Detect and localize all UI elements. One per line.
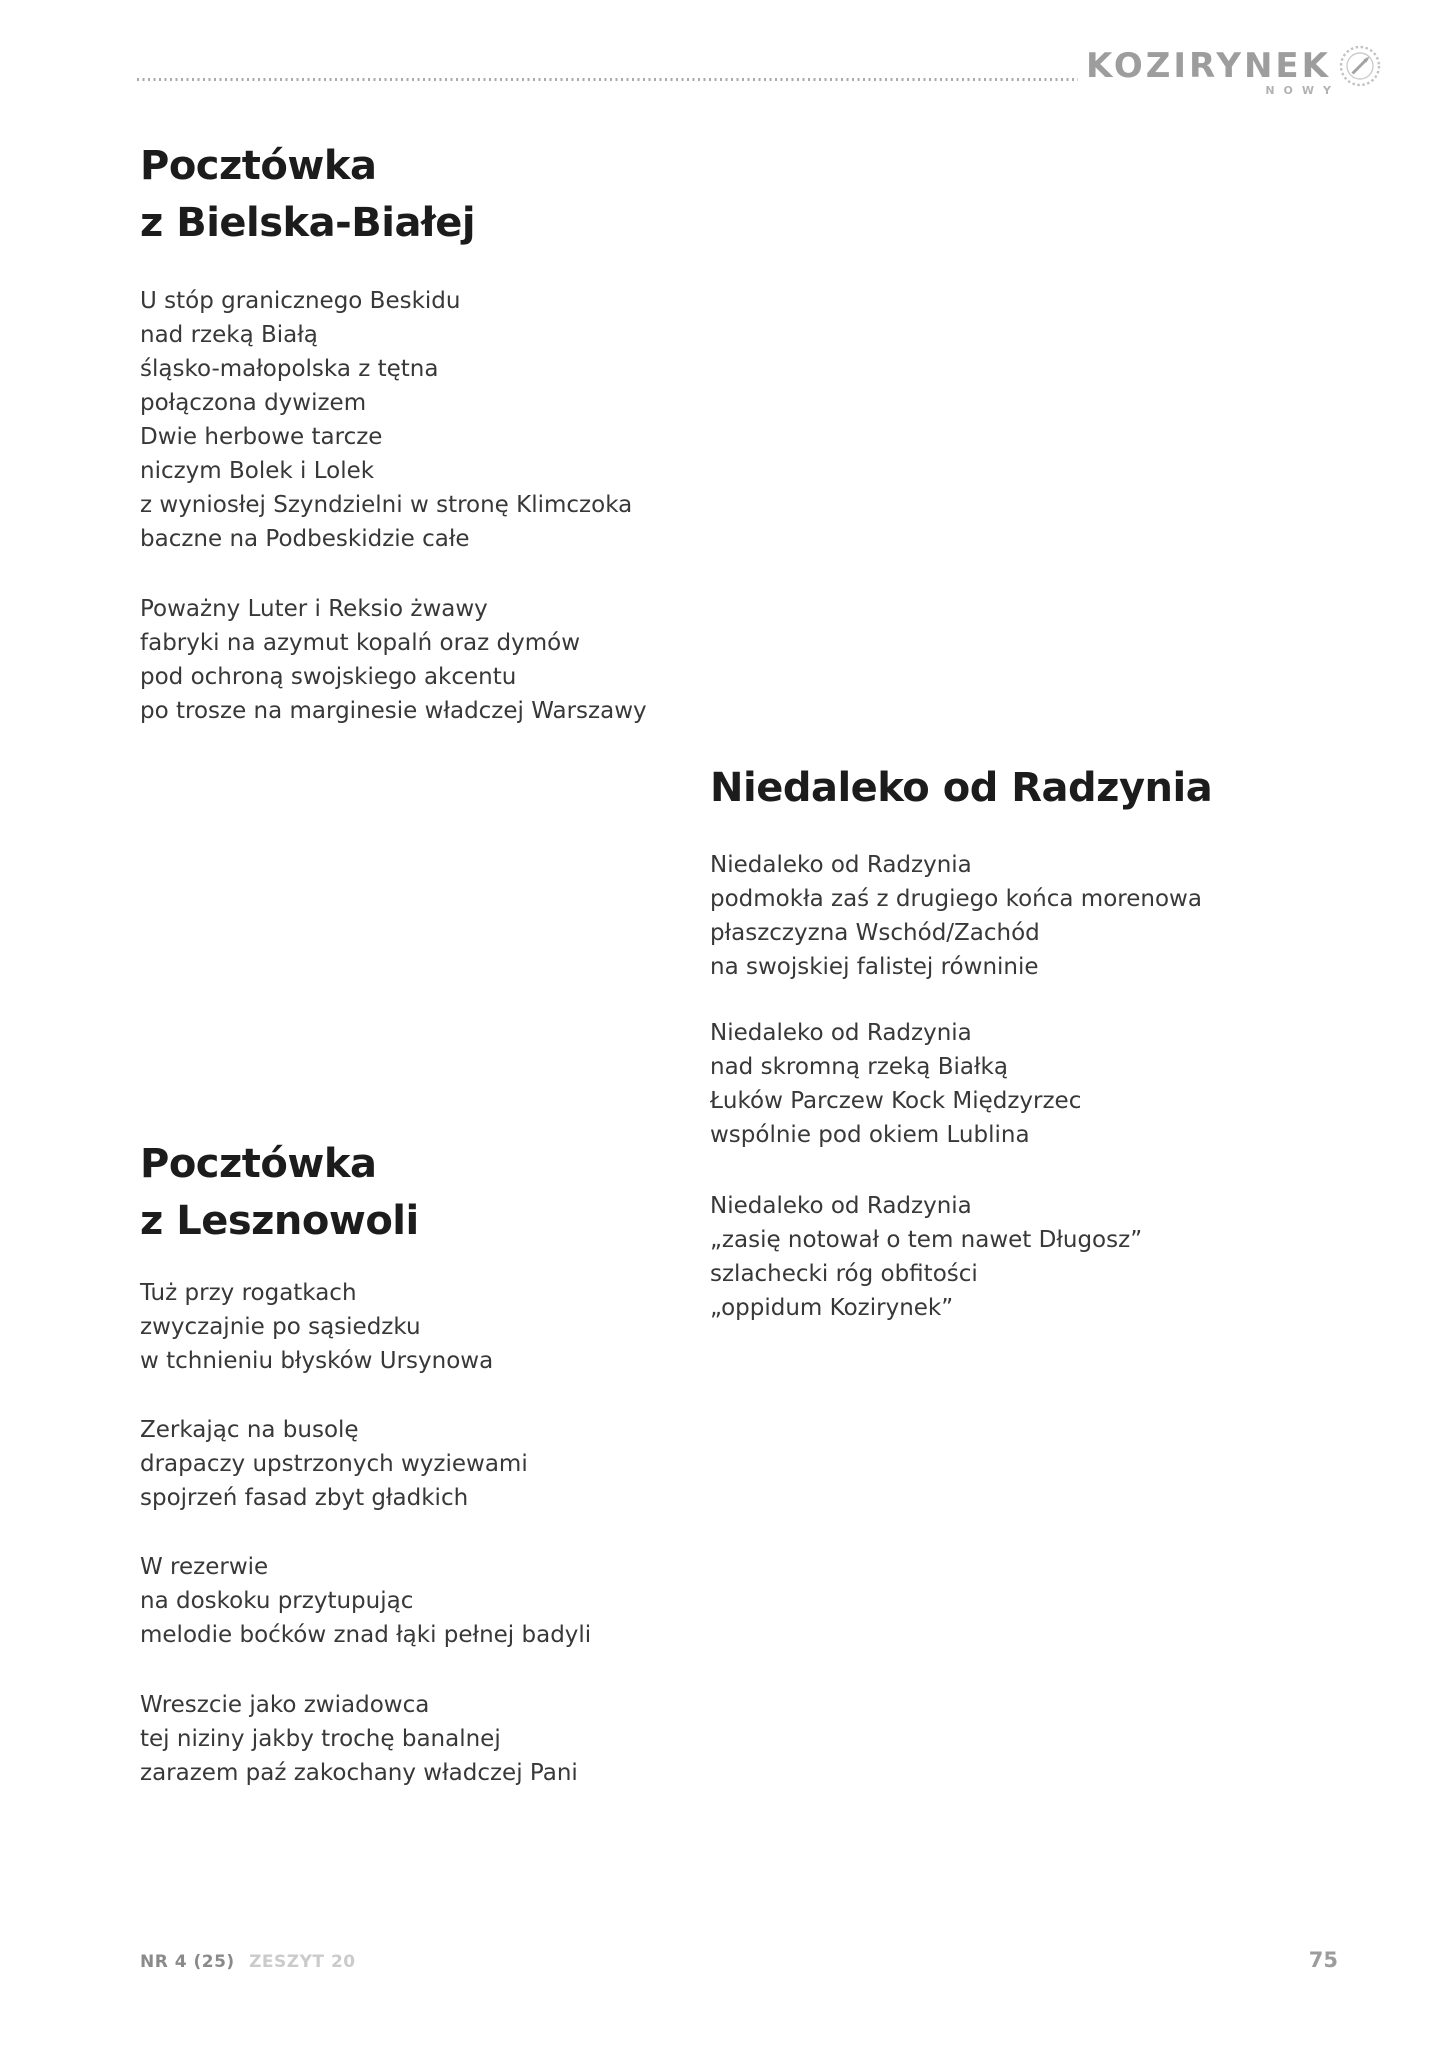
poem-line: melodie boćków znad łąki pełnej badyli — [140, 1622, 592, 1648]
poem-line: drapaczy upstrzonych wyziewami — [140, 1451, 528, 1477]
poem-stanza — [710, 848, 1202, 984]
poem-line: U stóp granicznego Beskidu — [140, 288, 461, 314]
poem-line: nad skromną rzeką Białką — [710, 1054, 1008, 1080]
poem-line: Niedaleko od Radzynia — [710, 852, 972, 878]
poem-stanza — [140, 592, 647, 728]
poem-title-radzyn — [710, 760, 1212, 817]
poem-line: po trosze na marginesie władczej Warszawy — [140, 698, 647, 724]
poem-line: w tchnieniu błysków Ursynowa — [140, 1348, 494, 1374]
footer-issue-number: NR 4 (25) — [140, 1952, 235, 1972]
poem-title-line: z Lesznowoli — [140, 1198, 419, 1244]
footer-volume-label: ZESZYT 20 — [249, 1952, 356, 1972]
poem-line: tej niziny jakby trochę banalnej — [140, 1726, 501, 1752]
poem-line: niczym Bolek i Lolek — [140, 458, 375, 484]
poem-line: „oppidum Kozirynek” — [710, 1295, 954, 1321]
poem-line: Niedaleko od Radzynia — [710, 1020, 972, 1046]
footer-issue-info — [140, 1952, 356, 1972]
poem-line: W rezerwie — [140, 1554, 269, 1580]
poem-stanza — [140, 1688, 578, 1790]
poem-line: Łuków Parczew Kock Międzyrzec — [710, 1088, 1082, 1114]
poem-line: Dwie herbowe tarcze — [140, 424, 383, 450]
poem-line: Tuż przy rogatkach — [140, 1280, 357, 1306]
logo-subtitle: NOWY — [1265, 84, 1340, 97]
poem-line: Wreszcie jako zwiadowca — [140, 1692, 430, 1718]
poem-title-lesznowola — [140, 1136, 419, 1250]
poem-line: spojrzeń fasad zbyt gładkich — [140, 1485, 469, 1511]
poem-stanza — [140, 1276, 493, 1378]
compass-icon — [1338, 44, 1382, 88]
poem-title-bielsko — [140, 138, 475, 252]
poem-stanza — [140, 1550, 591, 1652]
poem-line: Zerkając na busolę — [140, 1417, 359, 1443]
poem-line: Poważny Luter i Reksio żwawy — [140, 596, 488, 622]
poem-stanza — [140, 1413, 528, 1515]
poem-title-line: Pocztówka — [140, 143, 377, 189]
poem-line: na swojskiej falistej równinie — [710, 954, 1039, 980]
poem-line: zarazem paź zakochany władczej Pani — [140, 1760, 578, 1786]
poem-line: połączona dywizem — [140, 390, 367, 416]
poem-line: podmokła zaś z drugiego końca morenowa — [710, 886, 1202, 912]
magazine-logo — [1086, 44, 1382, 88]
poem-line: z wyniosłej Szyndzielni w stronę Klimczoka — [140, 492, 633, 518]
poem-line: płaszczyzna Wschód/Zachód — [710, 920, 1040, 946]
poem-line: pod ochroną swojskiego akcentu — [140, 664, 517, 690]
poem-line: baczne na Podbeskidzie całe — [140, 526, 470, 552]
poem-line: zwyczajnie po sąsiedzku — [140, 1314, 421, 1340]
poem-line: nad rzeką Białą — [140, 322, 318, 348]
poem-line: fabryki na azymut kopalń oraz dymów — [140, 630, 580, 656]
poem-line: szlachecki róg obfitości — [710, 1261, 978, 1287]
header-dotted-rule — [137, 78, 1078, 81]
poem-stanza — [710, 1189, 1142, 1325]
poem-title-line: z Bielska-Białej — [140, 200, 476, 246]
logo-wordmark: KOZIRYNEK — [1086, 46, 1331, 86]
poem-line: Niedaleko od Radzynia — [710, 1193, 972, 1219]
poem-stanza — [140, 284, 632, 556]
poem-line: na doskoku przytupując — [140, 1588, 414, 1614]
poem-line: „zasię notował o tem nawet Długosz” — [710, 1227, 1143, 1253]
poem-line: śląsko-małopolska z tętna — [140, 356, 439, 382]
poem-line: wspólnie pod okiem Lublina — [710, 1122, 1030, 1148]
poem-stanza — [710, 1016, 1081, 1152]
page-number: 75 — [1308, 1948, 1338, 1972]
poem-title-line: Niedaleko od Radzynia — [710, 765, 1213, 811]
poem-title-line: Pocztówka — [140, 1141, 377, 1187]
